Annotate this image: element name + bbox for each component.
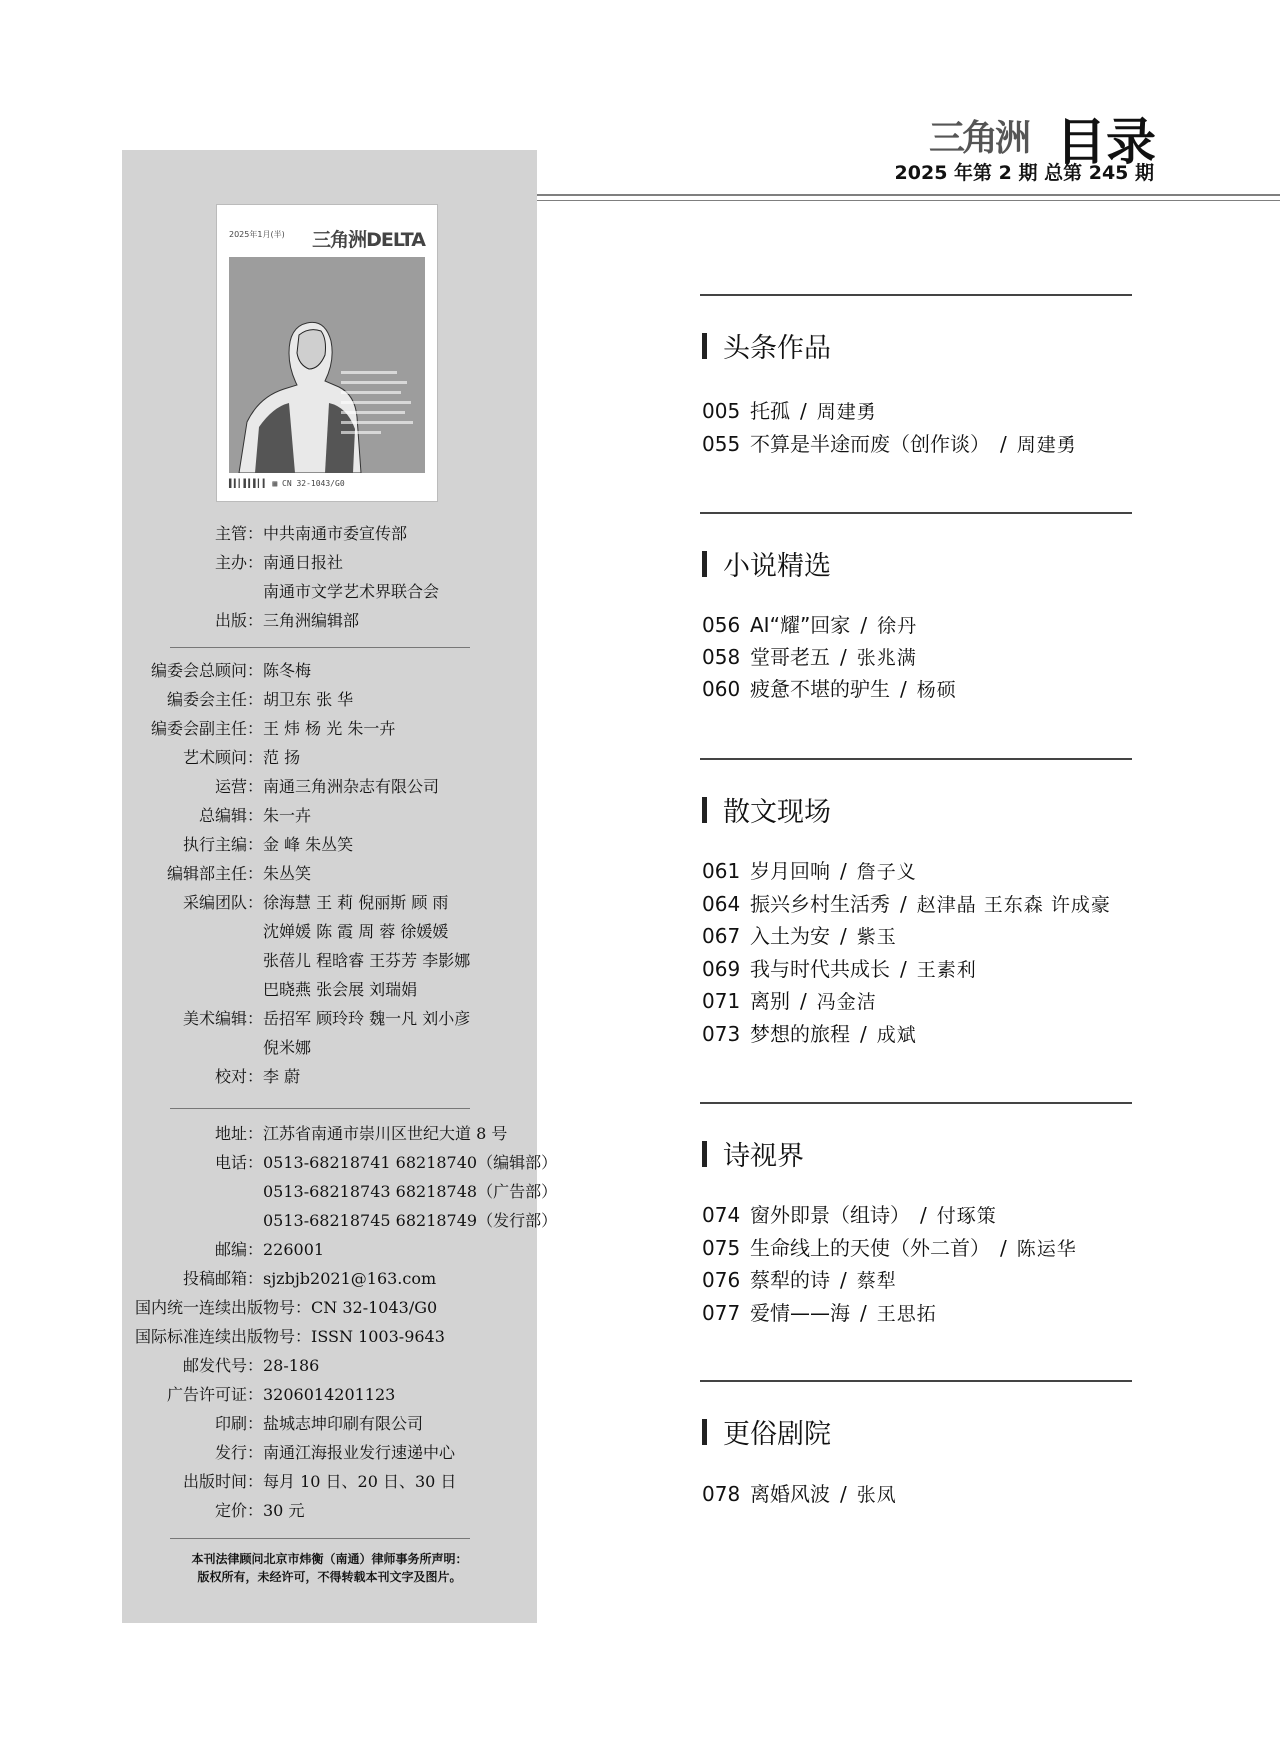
masthead-value: 王 炜 杨 光 朱一卉 bbox=[263, 719, 396, 738]
masthead-label: 编委会副主任： bbox=[150, 719, 263, 738]
masthead-value: 金 峰 朱丛笑 bbox=[263, 835, 354, 854]
masthead-label: 编辑部主任： bbox=[166, 864, 263, 883]
masthead-row bbox=[135, 772, 530, 801]
masthead-row bbox=[135, 801, 530, 830]
masthead-value: 南通日报社 bbox=[263, 553, 344, 572]
toc-author: 王思拓 bbox=[876, 1303, 937, 1325]
toc-page: 073 bbox=[702, 1022, 741, 1046]
toc-author: 赵津晶 王东森 许成豪 bbox=[916, 894, 1111, 916]
masthead-value: 三角洲编辑部 bbox=[263, 611, 360, 630]
masthead-label: 地址： bbox=[214, 1124, 263, 1143]
legal-line: 版权所有，未经许可，不得转载本刊文字及图片。 bbox=[197, 1570, 462, 1584]
toc-author: 紫玉 bbox=[856, 926, 897, 948]
page-title: 目录 bbox=[1056, 112, 1156, 171]
toc-entry[interactable] bbox=[702, 953, 977, 982]
toc-page: 075 bbox=[702, 1236, 741, 1260]
toc-entry[interactable] bbox=[702, 428, 1077, 457]
masthead-row bbox=[135, 830, 530, 859]
section-bar-icon bbox=[702, 1419, 707, 1445]
masthead-value: 30 元 bbox=[263, 1501, 305, 1520]
slash-separator: / bbox=[840, 1268, 847, 1292]
toc-title: 托孤 bbox=[750, 399, 790, 423]
toc-author: 周建勇 bbox=[1016, 434, 1077, 456]
masthead-divider bbox=[170, 1538, 470, 1539]
toc-author: 张凤 bbox=[856, 1484, 897, 1506]
toc-author: 冯金洁 bbox=[816, 991, 877, 1013]
masthead-row bbox=[135, 946, 530, 975]
masthead-value: sjzbjb2021@163.com bbox=[263, 1269, 437, 1288]
cover-thumbnail bbox=[216, 204, 438, 502]
masthead-value: 226001 bbox=[263, 1240, 325, 1259]
masthead-row bbox=[135, 1380, 530, 1409]
masthead-row bbox=[135, 859, 530, 888]
cover-portrait-image bbox=[229, 257, 425, 473]
slash-separator: / bbox=[800, 989, 807, 1013]
masthead-row bbox=[135, 714, 530, 743]
masthead-value: 0513-68218743 68218748（广告部） bbox=[263, 1182, 558, 1201]
masthead-value: 朱一卉 bbox=[263, 806, 312, 825]
masthead-row bbox=[135, 519, 530, 548]
masthead-label: 广告许可证： bbox=[166, 1385, 263, 1404]
slash-separator: / bbox=[840, 859, 847, 883]
masthead-label: 国内统一连续出版物号： bbox=[135, 1298, 312, 1317]
masthead-row bbox=[135, 606, 530, 635]
section-title: 小说精选 bbox=[723, 551, 831, 582]
masthead-value: 盐城志坤印刷有限公司 bbox=[263, 1414, 424, 1433]
toc-title: 不算是半途而废（创作谈） bbox=[750, 432, 990, 456]
cover-barcode-text: CN 32-1043/G0 bbox=[282, 479, 345, 488]
masthead-label: 主办： bbox=[214, 553, 263, 572]
section-title: 头条作品 bbox=[723, 333, 831, 364]
toc-author: 张兆满 bbox=[856, 647, 917, 669]
toc-title: 爱情——海 bbox=[750, 1301, 850, 1325]
masthead-row bbox=[135, 1033, 530, 1062]
cover-issue-label: 2025年1月(半) bbox=[229, 230, 285, 239]
masthead-label: 总编辑： bbox=[198, 806, 263, 825]
legal-line: 本刊法律顾问北京市炜衡（南通）律师事务所声明： bbox=[191, 1552, 468, 1566]
section-heading bbox=[702, 1134, 804, 1173]
masthead-row bbox=[135, 1004, 530, 1033]
masthead-row bbox=[135, 1496, 530, 1525]
masthead-row bbox=[135, 1206, 558, 1235]
slash-separator: / bbox=[900, 892, 907, 916]
masthead-row bbox=[135, 1409, 530, 1438]
slash-separator: / bbox=[900, 677, 907, 701]
masthead-row bbox=[135, 917, 530, 946]
masthead-row bbox=[135, 656, 530, 685]
masthead-row bbox=[135, 1467, 530, 1496]
toc-page: 067 bbox=[702, 924, 741, 948]
masthead-value: 28-186 bbox=[263, 1356, 320, 1375]
slash-separator: / bbox=[840, 645, 847, 669]
masthead-row bbox=[135, 888, 530, 917]
toc-entry[interactable] bbox=[702, 1478, 897, 1507]
masthead-label: 运营： bbox=[214, 777, 263, 796]
portrait-illustration bbox=[229, 257, 425, 473]
toc-entry[interactable] bbox=[702, 673, 957, 702]
toc-title: 岁月回响 bbox=[750, 859, 830, 883]
section-bar-icon bbox=[702, 333, 707, 359]
slash-separator: / bbox=[1000, 1236, 1007, 1260]
header-divider bbox=[537, 194, 1280, 201]
section-divider bbox=[700, 294, 1132, 296]
cover-barcode bbox=[229, 479, 345, 488]
toc-page: 076 bbox=[702, 1268, 741, 1292]
masthead-value: 陈冬梅 bbox=[263, 661, 312, 680]
section-bar-icon bbox=[702, 1141, 707, 1167]
toc-page: 071 bbox=[702, 989, 741, 1013]
toc-page: 056 bbox=[702, 613, 741, 637]
toc-page: 077 bbox=[702, 1301, 741, 1325]
toc-entry[interactable] bbox=[702, 641, 917, 670]
masthead-value: CN 32-1043/G0 bbox=[311, 1298, 438, 1317]
section-bar-icon bbox=[702, 551, 707, 577]
masthead-row bbox=[135, 1351, 530, 1380]
masthead-value: 南通市文学艺术界联合会 bbox=[263, 582, 440, 601]
masthead-divider bbox=[170, 1108, 470, 1109]
section-heading bbox=[702, 790, 831, 829]
toc-author: 成斌 bbox=[876, 1024, 917, 1046]
masthead-value: 江苏省南通市崇川区世纪大道 8 号 bbox=[263, 1124, 508, 1143]
toc-author: 陈运华 bbox=[1016, 1238, 1077, 1260]
masthead-value: 张蓓儿 程晗睿 王芬芳 李影娜 bbox=[263, 951, 471, 970]
masthead-label: 执行主编： bbox=[182, 835, 263, 854]
masthead-row bbox=[135, 548, 530, 577]
slash-separator: / bbox=[1000, 432, 1007, 456]
slash-separator: / bbox=[840, 924, 847, 948]
toc-author: 徐丹 bbox=[877, 615, 918, 637]
toc-page: 060 bbox=[702, 677, 741, 701]
qr-code-icon: ▦ bbox=[272, 479, 278, 488]
toc-entry[interactable] bbox=[702, 1264, 897, 1293]
section-bar-icon bbox=[702, 797, 707, 823]
masthead-label: 电话： bbox=[214, 1153, 263, 1172]
section-divider bbox=[700, 1380, 1132, 1382]
slash-separator: / bbox=[920, 1203, 927, 1227]
section-title: 诗视界 bbox=[723, 1141, 804, 1172]
masthead-value: 南通江海报业发行速递中心 bbox=[263, 1443, 456, 1462]
toc-page: 078 bbox=[702, 1482, 741, 1506]
masthead-label: 发行： bbox=[214, 1443, 263, 1462]
masthead-value: 南通三角洲杂志有限公司 bbox=[263, 777, 440, 796]
cover-brand-logo: 三角洲DELTA bbox=[312, 229, 425, 251]
section-divider bbox=[700, 1102, 1132, 1104]
masthead-label: 美术编辑： bbox=[182, 1009, 263, 1028]
masthead-label: 编委会总顾问： bbox=[150, 661, 263, 680]
masthead-label: 采编团队： bbox=[182, 893, 263, 912]
masthead-label: 邮发代号： bbox=[182, 1356, 263, 1375]
masthead-label: 编委会主任： bbox=[166, 690, 263, 709]
toc-author: 杨硕 bbox=[916, 679, 957, 701]
toc-title: 窗外即景（组诗） bbox=[750, 1203, 910, 1227]
toc-entry[interactable] bbox=[702, 1199, 997, 1228]
toc-title: 振兴乡村生活秀 bbox=[750, 892, 890, 916]
section-title: 更俗剧院 bbox=[723, 1419, 831, 1450]
toc-page: 069 bbox=[702, 957, 741, 981]
toc-title: 我与时代共成长 bbox=[750, 957, 890, 981]
toc-title: 入土为安 bbox=[750, 924, 830, 948]
masthead-label: 校对： bbox=[214, 1067, 263, 1086]
toc-title: 生命线上的天使（外二首） bbox=[750, 1236, 990, 1260]
masthead-label: 印刷： bbox=[214, 1414, 263, 1433]
toc-entry[interactable] bbox=[702, 609, 917, 638]
masthead-value: 胡卫东 张 华 bbox=[263, 690, 354, 709]
masthead-value: 中共南通市委宣传部 bbox=[263, 524, 408, 543]
section-divider bbox=[700, 758, 1132, 760]
masthead-row bbox=[135, 1177, 558, 1206]
slash-separator: / bbox=[860, 613, 868, 637]
toc-title: 堂哥老五 bbox=[750, 645, 830, 669]
toc-page: 058 bbox=[702, 645, 741, 669]
issue-info: 2025 年第 2 期 总第 245 期 bbox=[894, 162, 1154, 184]
toc-entry[interactable] bbox=[702, 1232, 1077, 1261]
legal-notice bbox=[122, 1550, 537, 1586]
masthead-label bbox=[135, 975, 263, 1004]
masthead-row bbox=[135, 975, 530, 1004]
masthead-row bbox=[135, 1293, 530, 1322]
slash-separator: / bbox=[860, 1301, 867, 1325]
masthead-label: 主管： bbox=[214, 524, 263, 543]
toc-entry[interactable] bbox=[702, 985, 877, 1014]
section-heading bbox=[702, 326, 831, 365]
masthead-value: 李 蔚 bbox=[263, 1067, 301, 1086]
toc-author: 付琢策 bbox=[936, 1205, 997, 1227]
toc-author: 詹子义 bbox=[856, 861, 917, 883]
masthead-value: 0513-68218741 68218740（编辑部） bbox=[263, 1153, 558, 1172]
masthead-row bbox=[135, 1438, 530, 1467]
magazine-brand-logo: 三角洲 bbox=[928, 118, 1028, 159]
masthead-row bbox=[135, 1148, 558, 1177]
slash-separator: / bbox=[900, 957, 907, 981]
slash-separator: / bbox=[840, 1482, 847, 1506]
toc-page: 005 bbox=[702, 399, 741, 423]
slash-separator: / bbox=[800, 399, 807, 423]
section-title: 散文现场 bbox=[723, 797, 831, 828]
section-heading bbox=[702, 544, 831, 583]
masthead-value: 倪米娜 bbox=[263, 1038, 312, 1057]
toc-title: 梦想的旅程 bbox=[750, 1022, 850, 1046]
toc-title: 离别 bbox=[750, 989, 790, 1013]
masthead-value: 朱丛笑 bbox=[263, 864, 312, 883]
toc-page: 064 bbox=[702, 892, 741, 916]
masthead-label bbox=[135, 1033, 263, 1062]
masthead-editorial bbox=[135, 656, 530, 1091]
toc-author: 周建勇 bbox=[816, 401, 877, 423]
masthead-value: ISSN 1003-9643 bbox=[311, 1327, 445, 1346]
toc-title: 疲惫不堪的驴生 bbox=[750, 677, 890, 701]
toc-title: 蔡犁的诗 bbox=[750, 1268, 830, 1292]
toc-page: 055 bbox=[702, 432, 741, 456]
masthead-value: 范 扬 bbox=[263, 748, 301, 767]
slash-separator: / bbox=[860, 1022, 867, 1046]
toc-author: 蔡犁 bbox=[856, 1270, 897, 1292]
masthead-row bbox=[135, 1322, 530, 1351]
toc-author: 王素利 bbox=[916, 959, 977, 981]
masthead-label: 出版： bbox=[214, 611, 263, 630]
masthead-label: 艺术顾问： bbox=[182, 748, 263, 767]
toc-entry[interactable] bbox=[702, 920, 897, 949]
masthead-row bbox=[135, 1235, 530, 1264]
section-heading bbox=[702, 1412, 831, 1451]
masthead-row bbox=[135, 1119, 530, 1148]
masthead-publisher bbox=[135, 519, 530, 635]
masthead-contact bbox=[135, 1119, 558, 1525]
masthead-row bbox=[135, 685, 530, 714]
toc-title: AI“耀”回家 bbox=[750, 613, 851, 637]
toc-entry[interactable] bbox=[702, 855, 917, 884]
masthead-row bbox=[135, 743, 530, 772]
toc-page: 061 bbox=[702, 859, 741, 883]
masthead-row bbox=[135, 577, 530, 606]
section-divider bbox=[700, 512, 1132, 514]
masthead-value: 0513-68218745 68218749（发行部） bbox=[263, 1211, 558, 1230]
masthead-divider bbox=[170, 647, 470, 648]
toc-page: 074 bbox=[702, 1203, 741, 1227]
toc-title: 离婚风波 bbox=[750, 1482, 830, 1506]
masthead-value: 每月 10 日、20 日、30 日 bbox=[263, 1472, 457, 1491]
masthead-label bbox=[135, 577, 263, 606]
masthead-label bbox=[135, 946, 263, 975]
masthead-value: 徐海慧 王 莉 倪丽斯 顾 雨 bbox=[263, 893, 449, 912]
masthead-label: 出版时间： bbox=[182, 1472, 263, 1491]
masthead-label: 定价： bbox=[214, 1501, 263, 1520]
masthead-value: 沈婵媛 陈 霞 周 蓉 徐媛媛 bbox=[263, 922, 449, 941]
masthead-label: 邮编： bbox=[214, 1240, 263, 1259]
masthead-label bbox=[135, 1177, 263, 1206]
masthead-value: 岳招军 顾玲玲 魏一凡 刘小彦 bbox=[263, 1009, 471, 1028]
toc-entry[interactable] bbox=[702, 1018, 917, 1047]
masthead-label: 国际标准连续出版物号： bbox=[135, 1327, 312, 1346]
toc-entry[interactable] bbox=[702, 395, 877, 424]
toc-entry[interactable] bbox=[702, 888, 1111, 917]
masthead-label: 投稿邮箱： bbox=[182, 1269, 263, 1288]
masthead-value: 3206014201123 bbox=[263, 1385, 396, 1404]
toc-entry[interactable] bbox=[702, 1297, 937, 1326]
masthead-label bbox=[135, 1206, 263, 1235]
masthead-row bbox=[135, 1062, 530, 1091]
masthead-row bbox=[135, 1264, 530, 1293]
masthead-value: 巴晓燕 张会展 刘瑞娟 bbox=[263, 980, 418, 999]
masthead-label bbox=[135, 917, 263, 946]
barcode-icon: ▌▍▎▌▍▌▎▍ bbox=[229, 479, 268, 488]
